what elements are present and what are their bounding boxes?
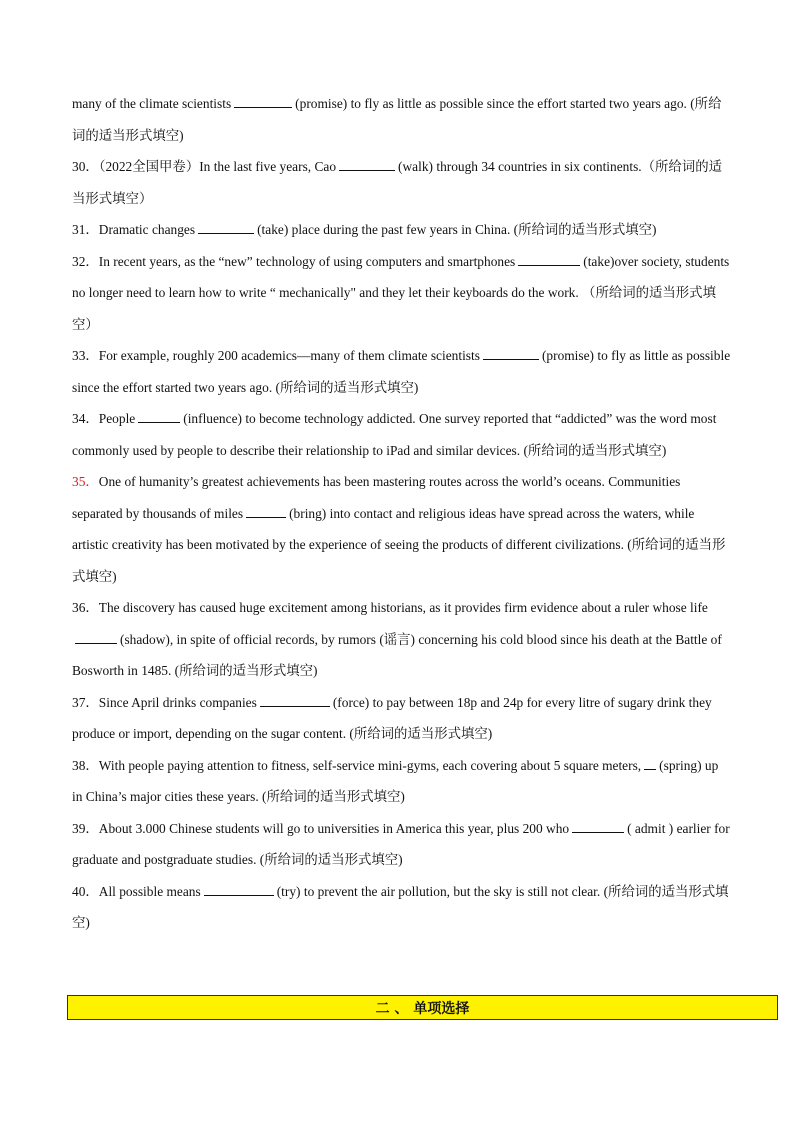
item-text-before: The discovery has caused huge excitement among historians, as it provides firm evidence about a ruler whose life [98, 600, 708, 615]
answer-blank[interactable] [644, 755, 656, 770]
item-number: 34． [72, 411, 99, 426]
item-text-after: (promise) to fly as little as possible since the effort started two years ago. (所给词的适当形式填空) [72, 96, 722, 143]
item-text-before: Since April drinks companies [98, 694, 257, 710]
item-text-before: many of the climate scientists [72, 96, 232, 111]
exercise-item-q32 [72, 246, 732, 341]
item-number: 38． [72, 757, 99, 773]
exercise-list [72, 88, 732, 939]
exercise-item-q38 [72, 750, 732, 813]
section-header [67, 995, 778, 1020]
item-number: 37． [72, 694, 99, 710]
exercise-item-q31 [72, 214, 732, 246]
item-text-before: With people paying attention to fitness, self-service mini-gyms, each covering about 5 square meters, [98, 757, 642, 773]
item-text-after: (shadow), in spite of official records, by rumors (谣言) concerning his cold blood since his death at the Battle of Bosworth in 1485. (所给词的适当形式填空) [72, 631, 722, 678]
exercise-item-q40 [72, 876, 732, 939]
answer-blank[interactable] [339, 156, 395, 171]
answer-blank[interactable] [75, 629, 117, 644]
answer-blank[interactable] [518, 251, 580, 266]
exercise-item-q35 [72, 466, 732, 592]
answer-blank[interactable] [260, 692, 330, 707]
item-text-before: All possible means [98, 883, 201, 899]
item-text-before: （2022全国甲卷）In the last five years, Cao [98, 159, 337, 174]
exercise-item-q39 [72, 813, 732, 876]
item-text-after: (force) to pay between 18p and 24p for every litre of sugary drink they produce or import, depending on the sugar content. (所给词的适当形式填空) [72, 694, 712, 741]
item-number: 35． [72, 474, 99, 489]
item-text-after: (try) to prevent the air pollution, but the sky is still not clear. (所给词的适当形式填空) [72, 883, 729, 930]
exercise-item-q36 [72, 592, 732, 687]
item-text-before: In recent years, as the “new” technology of using computers and smartphones [98, 253, 516, 269]
answer-blank[interactable] [483, 345, 539, 360]
item-number: 30． [72, 159, 99, 174]
answer-blank[interactable] [234, 93, 292, 108]
answer-blank[interactable] [246, 503, 286, 518]
item-number: 39． [72, 820, 99, 836]
section-title: 二 、 单项选择 [375, 1000, 470, 1017]
exercise-item-cont [72, 88, 732, 151]
answer-blank[interactable] [204, 881, 274, 896]
exercise-item-q30 [72, 151, 732, 214]
item-text-before: About 3.000 Chinese students will go to universities in America this year, plus 200 who [98, 820, 570, 836]
item-text-after: (bring) into contact and religious ideas have spread across the waters, while artistic creativity has been motivated by the experience of seeing the products of different civilizations. (所给词的适当形式填空) [72, 505, 726, 584]
item-text-after: (take)over society, students no longer need to learn how to write “ mechanically" and they let their keyboards do the work. （所给词的适当形式填空） [72, 253, 730, 332]
item-number: 36． [72, 600, 99, 615]
answer-blank[interactable] [138, 408, 180, 423]
item-text-after: (walk) through 34 countries in six continents.（所给词的适当形式填空） [72, 159, 722, 206]
answer-blank[interactable] [572, 818, 624, 833]
exercise-item-q34 [72, 403, 732, 466]
item-text-after: (spring) up in China’s major cities these years. (所给词的适当形式填空) [72, 757, 719, 804]
answer-blank[interactable] [198, 219, 254, 234]
item-text-after: (take) place during the past few years in China. (所给词的适当形式填空) [257, 222, 657, 237]
item-text-before: People [98, 411, 136, 426]
item-text-after: (influence) to become technology addicted. One survey reported that “addicted” was the word most commonly used by people to describe their relationship to iPad and similar devices. (所给词的适当形式填空) [72, 411, 717, 458]
item-number: 32． [72, 253, 99, 269]
item-number: 33． [72, 348, 99, 363]
item-text-after: (promise) to fly as little as possible since the effort started two years ago. (所给词的适当形式填空) [72, 348, 731, 395]
item-number: 31． [72, 222, 99, 237]
item-text-before: One of humanity’s greatest achievements has been mastering routes across the world’s oceans. Communities separated by thousands of miles [72, 474, 681, 521]
item-text-before: Dramatic changes [98, 222, 196, 237]
item-number: 40． [72, 883, 99, 899]
item-text-after: ( admit ) earlier for graduate and postgraduate studies. (所给词的适当形式填空) [72, 820, 730, 867]
exercise-item-q33 [72, 340, 732, 403]
exercise-item-q37 [72, 687, 732, 750]
item-text-before: For example, roughly 200 academics—many of them climate scientists [98, 348, 480, 363]
